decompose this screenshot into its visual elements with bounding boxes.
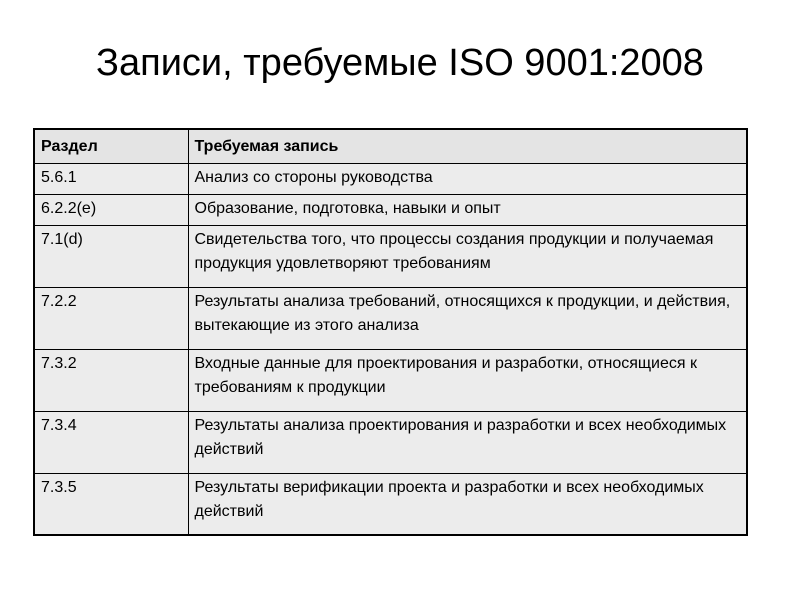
section-cell: 7.1(d) [34, 225, 188, 287]
record-cell: Результаты анализа проектирования и разработки и всех необходимых действий [188, 411, 747, 473]
table-row [34, 287, 747, 349]
table-row [34, 349, 747, 411]
section-cell: 5.6.1 [34, 163, 188, 194]
table-row [34, 163, 747, 194]
section-cell: 7.3.4 [34, 411, 188, 473]
section-cell: 7.3.5 [34, 473, 188, 535]
records-table [33, 128, 748, 536]
section-cell: 6.2.2(e) [34, 194, 188, 225]
record-cell: Результаты верификации проекта и разработки и всех необходимых действий [188, 473, 747, 535]
page-title: Записи, требуемые ISO 9001:2008 [96, 42, 704, 84]
table-row [34, 194, 747, 225]
record-cell: Результаты анализа требований, относящихся к продукции, и действия, вытекающие из этого анализа [188, 287, 747, 349]
table-row [34, 473, 747, 535]
table-row [34, 411, 747, 473]
section-cell: 7.3.2 [34, 349, 188, 411]
section-cell: 7.2.2 [34, 287, 188, 349]
column-header-record: Требуемая запись [188, 129, 747, 163]
record-cell: Свидетельства того, что процессы создания продукции и получаемая продукция удовлетворяют требованиям [188, 225, 747, 287]
record-cell: Образование, подготовка, навыки и опыт [188, 194, 747, 225]
table-row [34, 225, 747, 287]
table-header-row [34, 129, 747, 163]
record-cell: Входные данные для проектирования и разработки, относящиеся к требованиям к продукции [188, 349, 747, 411]
column-header-section: Раздел [34, 129, 188, 163]
record-cell: Анализ со стороны руководства [188, 163, 747, 194]
